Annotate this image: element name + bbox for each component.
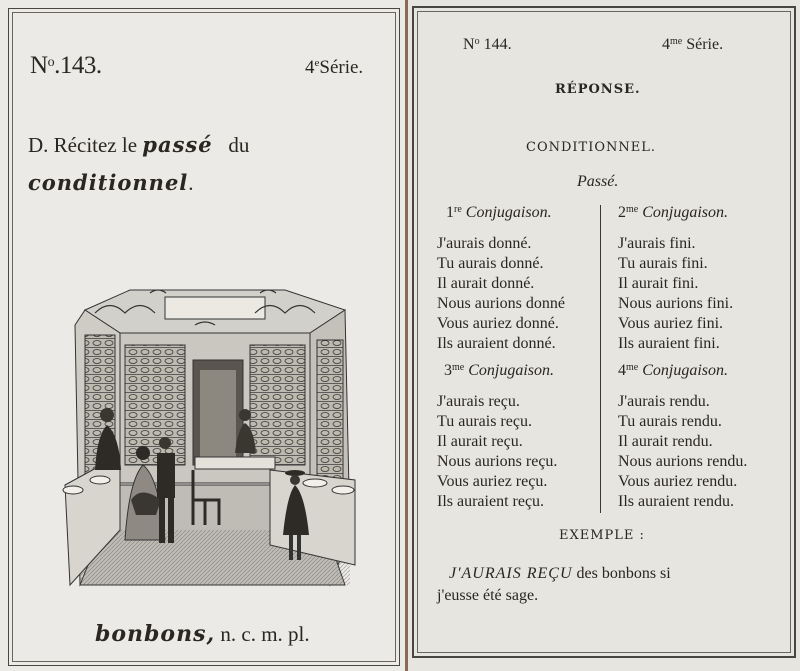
verb-line: Ils auraient reçu. xyxy=(437,493,545,510)
verb-line: Ils auraient donné. xyxy=(437,335,556,352)
shop-illustration xyxy=(55,285,365,600)
right-card-number: $N^o$ 144. xyxy=(463,36,512,53)
tense-heading: Passé. xyxy=(577,173,619,190)
conjugation-4-heading: $4^{me}$ Conjugaison. xyxy=(618,362,729,379)
verb-line: Il aurait fini. xyxy=(618,275,699,292)
verb-line: Nous aurions fini. xyxy=(618,295,734,312)
mode-heading: CONDITIONNEL. xyxy=(526,140,657,155)
verb-line: Nous aurions reçu. xyxy=(437,453,558,470)
verb-line: J'aurais donné. xyxy=(437,235,532,252)
verb-line: Nous aurions donné xyxy=(437,295,565,312)
conjugation-2-heading: $2^{me}$ Conjugaison. xyxy=(618,204,729,221)
verb-line: Il aurait donné. xyxy=(437,275,535,292)
verb-line: J'aurais rendu. xyxy=(618,393,710,410)
verb-line: Nous aurions rendu. xyxy=(618,453,748,470)
verb-line: Vous auriez fini. xyxy=(618,315,724,332)
verb-line: Vous auriez donné. xyxy=(437,315,559,332)
question-text: D. Récitez le passé du conditionnel. xyxy=(28,132,250,195)
example-heading: EXEMPLE : xyxy=(559,528,645,543)
verb-line: Tu aurais fini. xyxy=(618,255,708,272)
verb-line: J'aurais fini. xyxy=(618,235,696,252)
column-divider xyxy=(600,205,601,513)
vocabulary-word: bonbons, n. c. m. pl. xyxy=(95,621,310,647)
verb-line: Tu aurais rendu. xyxy=(618,413,722,430)
conjugation-3-heading: $3^{me}$ Conjugaison. xyxy=(444,362,555,379)
left-card-serie: 4eSérie. xyxy=(305,57,364,78)
verb-line: Tu aurais donné. xyxy=(437,255,544,272)
conjugation-2-lines xyxy=(618,234,733,354)
verb-line: Ils auraient rendu. xyxy=(618,493,734,510)
verb-line: Tu aurais reçu. xyxy=(437,413,532,430)
answer-title: RÉPONSE. xyxy=(555,82,641,97)
verb-line: J'aurais reçu. xyxy=(437,393,520,410)
conjugation-1-heading: 1re Conjugaison. xyxy=(446,204,552,221)
verb-line: Ils auraient fini. xyxy=(618,335,720,352)
conjugation-3-lines xyxy=(437,392,557,512)
example-sentence: J'AURAIS REÇU des bonbons si j'eusse été sage. xyxy=(437,565,671,604)
verb-line: Il aurait reçu. xyxy=(437,433,523,450)
verb-line: Il aurait rendu. xyxy=(618,433,713,450)
conjugation-1-lines xyxy=(437,234,565,354)
right-card-serie: $4^{me}$ Série. xyxy=(662,36,724,53)
conjugation-4-lines xyxy=(618,392,747,512)
verb-line: Vous auriez rendu. xyxy=(618,473,738,490)
left-card-number: $N^o.143$. xyxy=(30,52,102,79)
verb-line: Vous auriez reçu. xyxy=(437,473,548,490)
